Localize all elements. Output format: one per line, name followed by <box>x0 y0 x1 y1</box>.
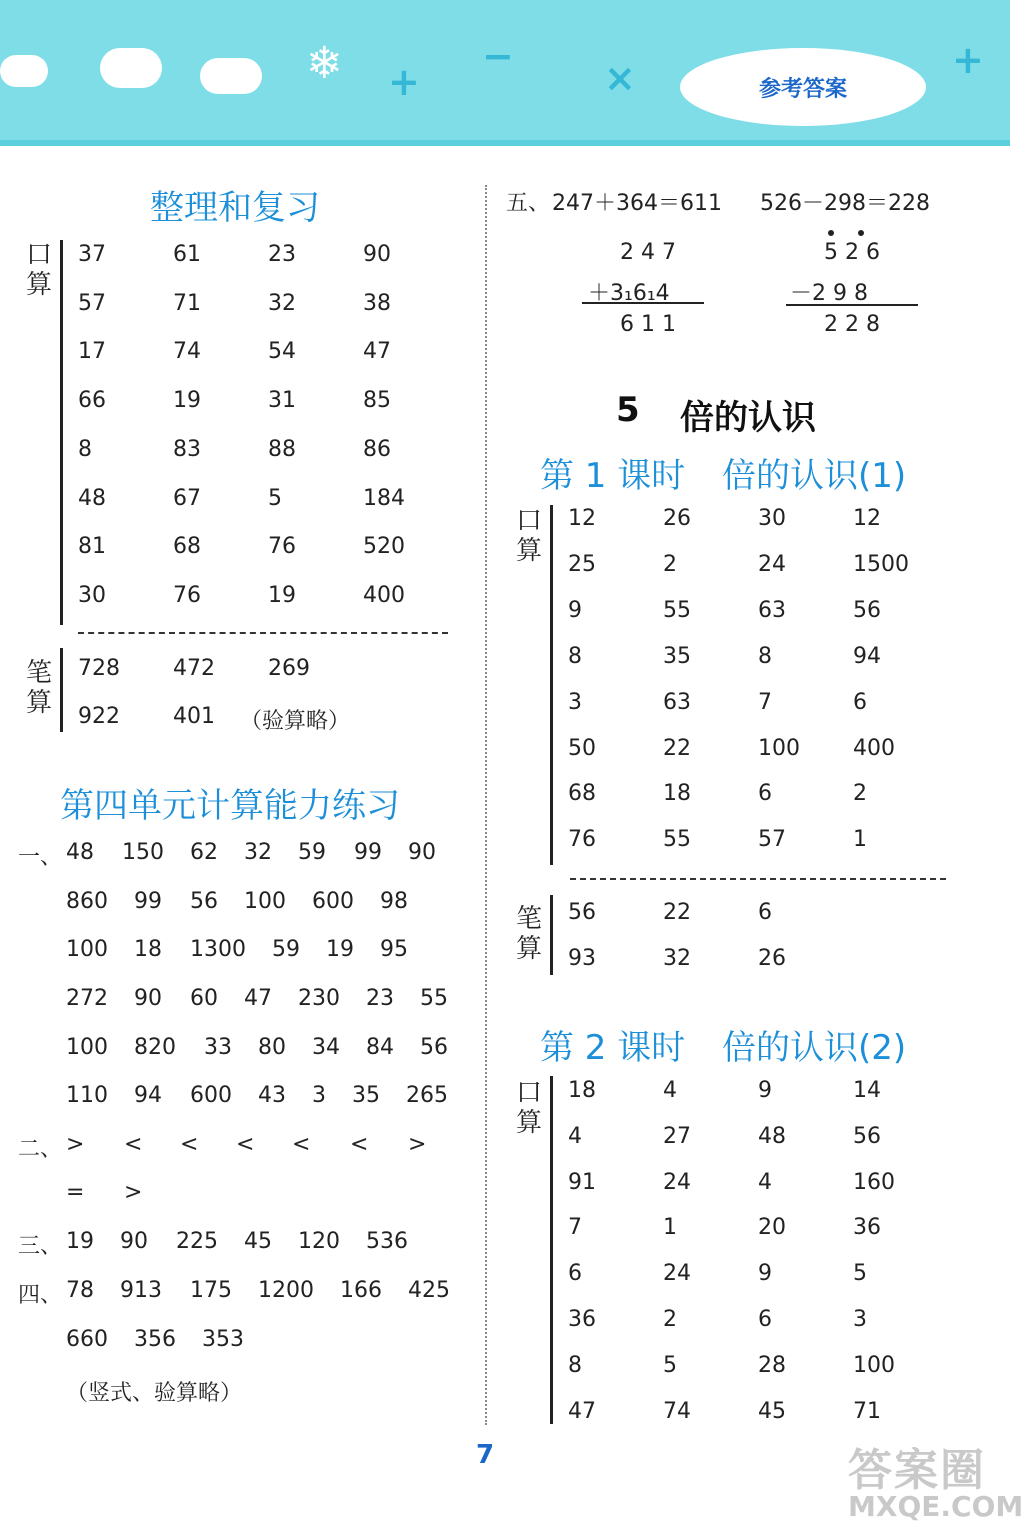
answer-value: 78 <box>66 1278 94 1303</box>
answer-value: 28 <box>758 1352 786 1378</box>
answer-value: 24 <box>663 1261 691 1287</box>
answer-value: 150 <box>122 840 164 865</box>
answer-value: 913 <box>120 1278 162 1303</box>
answer-value: 269 <box>268 656 310 681</box>
answer-value: 99 <box>354 840 382 865</box>
answer-value: 59 <box>298 840 326 865</box>
answer-value: 33 <box>204 1035 232 1060</box>
answer-value: 425 <box>408 1278 450 1303</box>
answer-value: > <box>66 1132 85 1157</box>
bracket-line <box>550 895 553 975</box>
answer-value: 4 <box>758 1169 772 1195</box>
answer-value: 66 <box>78 388 106 414</box>
answer-value: 110 <box>66 1083 108 1108</box>
answer-value: 1200 <box>258 1278 314 1303</box>
answer-value: 400 <box>363 582 405 608</box>
answer-value: 175 <box>190 1278 232 1303</box>
plus-icon: + <box>952 38 984 82</box>
vertical-bottom: 6 1 1 <box>620 312 676 337</box>
answer-value: 71 <box>173 290 201 316</box>
cloud-icon <box>100 48 162 88</box>
answer-value: 9 <box>758 1261 772 1287</box>
answer-value: 1 <box>663 1215 677 1241</box>
answer-value: 8 <box>78 436 92 462</box>
answer-value: 45 <box>244 1229 272 1254</box>
dashed-separator <box>78 632 448 634</box>
answer-value: 63 <box>663 689 691 715</box>
oral-label: 口算 <box>515 1078 542 1138</box>
answer-badge: 参考答案 <box>680 48 926 126</box>
answer-value: = <box>66 1180 85 1205</box>
vertical-mid: －2 9 8 <box>790 281 868 306</box>
vertical-mid: ＋3₁6₁4 <box>588 281 670 306</box>
answer-value: 95 <box>380 937 408 962</box>
answer-value: 536 <box>366 1229 408 1254</box>
note: （竖式、验算略） <box>66 1381 243 1406</box>
answer-value: 62 <box>190 840 218 865</box>
watermark-url: MXQE.COM <box>848 1490 1024 1523</box>
unit-number: 5 <box>616 390 640 430</box>
answer-value: 43 <box>258 1083 286 1108</box>
answer-value: 56 <box>420 1035 448 1060</box>
answer-value: 32 <box>244 840 272 865</box>
answer-value: 1300 <box>190 937 246 962</box>
answer-value: 23 <box>366 986 394 1011</box>
answer-value: 47 <box>568 1398 596 1424</box>
answer-value: 47 <box>363 339 391 365</box>
answer-value: 85 <box>363 388 391 414</box>
answer-value: 100 <box>66 937 108 962</box>
borrow-dot <box>858 230 864 236</box>
answer-value: 272 <box>66 986 108 1011</box>
answer-value: 472 <box>173 656 215 681</box>
answer-value: 76 <box>173 582 201 608</box>
answer-value: 55 <box>663 827 691 853</box>
answer-value: 100 <box>758 735 800 761</box>
answer-value: < <box>350 1132 369 1157</box>
answer-value: 100 <box>66 1035 108 1060</box>
bracket-line <box>550 505 553 865</box>
answer-value: 94 <box>134 1083 162 1108</box>
answer-value: 47 <box>244 986 272 1011</box>
answer-value: 35 <box>663 643 691 669</box>
borrow-dot <box>828 230 834 236</box>
answer-value: 12 <box>568 506 596 531</box>
answer-value: 6 <box>568 1261 582 1287</box>
bracket-line <box>60 240 63 625</box>
answer-value: 9 <box>568 597 582 623</box>
answer-value: 24 <box>663 1169 691 1195</box>
answer-value: 68 <box>173 534 201 560</box>
answer-value: 353 <box>202 1327 244 1352</box>
q5-label: 五、 <box>506 191 551 216</box>
answer-value: 820 <box>134 1035 176 1060</box>
answer-value: 19 <box>326 937 354 962</box>
answer-value: 56 <box>190 889 218 914</box>
answer-value: 3 <box>853 1307 867 1332</box>
answer-value: 90 <box>363 242 391 267</box>
answer-value: 8 <box>568 1352 582 1378</box>
answer-value: 100 <box>853 1352 895 1378</box>
section-title: 第四单元计算能力练习 <box>60 786 400 826</box>
answer-value: 48 <box>78 485 106 511</box>
answer-value: 63 <box>758 597 786 623</box>
answer-value: 27 <box>663 1123 691 1149</box>
answer-value: 57 <box>758 827 786 853</box>
answer-value: 1 <box>853 827 867 853</box>
answer-value: 32 <box>663 946 691 971</box>
section-title: 整理和复习 <box>150 188 320 228</box>
answer-value: 400 <box>853 735 895 761</box>
answer-value: 56 <box>568 900 596 925</box>
answer-value: 32 <box>268 290 296 316</box>
answer-value: 83 <box>173 436 201 462</box>
answer-value: 22 <box>663 735 691 761</box>
answer-value: 166 <box>340 1278 382 1303</box>
minus-icon: − <box>482 34 514 78</box>
answer-value: 860 <box>66 889 108 914</box>
answer-value: 5 <box>268 485 282 511</box>
answer-value: 81 <box>78 534 106 560</box>
answer-value: 184 <box>363 485 405 511</box>
answer-value: 50 <box>568 735 596 761</box>
answer-value: 36 <box>568 1307 596 1332</box>
answer-value: 76 <box>568 827 596 853</box>
answer-value: 93 <box>568 946 596 971</box>
answer-value: 88 <box>268 436 296 462</box>
lesson-number: 第 2 课时 <box>540 1028 686 1068</box>
rain-cloud-icon <box>200 58 262 94</box>
answer-value: 22 <box>663 900 691 925</box>
vertical-top: 5 2 6 <box>824 240 880 265</box>
answer-value: 265 <box>406 1083 448 1108</box>
answer-value: 68 <box>568 781 596 807</box>
answer-value: 90 <box>408 840 436 865</box>
answer-value: 17 <box>78 339 106 365</box>
answer-value: 59 <box>272 937 300 962</box>
answer-value: 3 <box>568 689 582 715</box>
equation: 247＋364＝611 <box>552 191 722 216</box>
answer-value: 35 <box>352 1083 380 1108</box>
times-icon: × <box>604 56 636 100</box>
answer-value: 30 <box>78 582 106 608</box>
lesson-title: 倍的认识(1) <box>722 456 907 496</box>
answer-value: 31 <box>268 388 296 414</box>
answer-value: > <box>408 1132 427 1157</box>
answer-value: 34 <box>312 1035 340 1060</box>
answer-value: 55 <box>663 597 691 623</box>
answer-value: 19 <box>66 1229 94 1254</box>
answer-value: 90 <box>134 986 162 1011</box>
bracket-line <box>60 648 63 732</box>
vertical-line <box>582 302 704 304</box>
answer-value: 48 <box>66 840 94 865</box>
answer-value: 91 <box>568 1169 596 1195</box>
answer-value: 600 <box>190 1083 232 1108</box>
answer-value: 922 <box>78 704 120 729</box>
answer-value: > <box>124 1180 143 1205</box>
answer-value: 5 <box>663 1352 677 1378</box>
answer-value: 26 <box>663 506 691 531</box>
page-number: 7 <box>476 1440 495 1470</box>
answer-value: 84 <box>366 1035 394 1060</box>
answer-value: 99 <box>134 889 162 914</box>
answer-value: 120 <box>298 1229 340 1254</box>
answer-value: 230 <box>298 986 340 1011</box>
answer-value: 23 <box>268 242 296 267</box>
answer-value: 18 <box>568 1078 596 1103</box>
answer-value: 6 <box>758 900 772 925</box>
answer-value: 54 <box>268 339 296 365</box>
written-label: 笔算 <box>25 658 52 718</box>
column-divider <box>485 185 487 1425</box>
answer-value: 6 <box>758 1307 772 1332</box>
answer-value: 728 <box>78 656 120 681</box>
answer-value: 86 <box>363 436 391 462</box>
answer-value: 20 <box>758 1215 786 1241</box>
question-label: 三、 <box>18 1234 63 1259</box>
answer-value: 3 <box>312 1083 326 1108</box>
answer-value: 19 <box>173 388 201 414</box>
answer-value: 2 <box>663 551 677 577</box>
cloud-icon <box>0 55 48 87</box>
answer-value: 18 <box>134 937 162 962</box>
answer-value: 12 <box>853 506 881 531</box>
answer-value: 6 <box>853 689 867 715</box>
answer-value: 660 <box>66 1327 108 1352</box>
answer-value: 225 <box>176 1229 218 1254</box>
vertical-bottom: 2 2 8 <box>824 312 880 337</box>
answer-value: 25 <box>568 551 596 577</box>
oral-label: 口算 <box>515 506 542 566</box>
answer-value: 520 <box>363 534 405 560</box>
answer-value: 74 <box>663 1398 691 1424</box>
written-label: 笔算 <box>515 904 542 964</box>
plus-icon: + <box>388 60 420 104</box>
answer-value: 56 <box>853 1123 881 1149</box>
watermark-logo: 答案圈 <box>848 1445 986 1496</box>
question-label: 四、 <box>18 1283 63 1308</box>
answer-value: 8 <box>568 643 582 669</box>
answer-value: 55 <box>420 986 448 1011</box>
answer-value: 56 <box>853 597 881 623</box>
answer-value: < <box>180 1132 199 1157</box>
answer-value: < <box>292 1132 311 1157</box>
answer-value: 61 <box>173 242 201 267</box>
answer-value: 2 <box>663 1307 677 1332</box>
answer-value: 18 <box>663 781 691 807</box>
answer-value: 6 <box>758 781 772 807</box>
answer-value: 98 <box>380 889 408 914</box>
answer-value: 90 <box>120 1229 148 1254</box>
answer-value: 7 <box>758 689 772 715</box>
answer-value: 401 <box>173 704 215 729</box>
answer-value: 57 <box>78 290 106 316</box>
vertical-top: 2 4 7 <box>620 240 676 265</box>
answer-value: < <box>236 1132 255 1157</box>
bracket-line <box>550 1076 553 1424</box>
answer-value: 26 <box>758 946 786 971</box>
lesson-number: 第 1 课时 <box>540 456 686 496</box>
answer-value: 76 <box>268 534 296 560</box>
answer-value: 60 <box>190 986 218 1011</box>
answer-value: 74 <box>173 339 201 365</box>
answer-value: 94 <box>853 643 881 669</box>
equation: 526－298＝228 <box>760 191 930 216</box>
answer-value: 67 <box>173 485 201 511</box>
answer-value: 100 <box>244 889 286 914</box>
answer-value: 9 <box>758 1078 772 1103</box>
answer-value: 160 <box>853 1169 895 1195</box>
answer-value: < <box>124 1132 143 1157</box>
answer-value: 14 <box>853 1078 881 1103</box>
answer-value: 356 <box>134 1327 176 1352</box>
dashed-separator <box>570 878 946 880</box>
answer-value: 24 <box>758 551 786 577</box>
lesson-title: 倍的认识(2) <box>722 1028 907 1068</box>
answer-value: 71 <box>853 1398 881 1424</box>
answer-value: 4 <box>663 1078 677 1103</box>
answer-value: 45 <box>758 1398 786 1424</box>
snowflake-icon: ❄ <box>306 38 343 89</box>
answer-value: 2 <box>853 781 867 807</box>
answer-value: 48 <box>758 1123 786 1149</box>
answer-value: 19 <box>268 582 296 608</box>
answer-value: 1500 <box>853 551 909 577</box>
answer-value: 37 <box>78 242 106 267</box>
answer-value: 38 <box>363 290 391 316</box>
answer-value: 80 <box>258 1035 286 1060</box>
unit-title: 倍的认识 <box>680 398 816 438</box>
question-label: 一、 <box>18 845 63 870</box>
question-label: 二、 <box>18 1137 63 1162</box>
answer-value: 4 <box>568 1123 582 1149</box>
answer-value: 30 <box>758 506 786 531</box>
answer-value: 8 <box>758 643 772 669</box>
answer-value: 5 <box>853 1261 867 1287</box>
answer-value: 36 <box>853 1215 881 1241</box>
vertical-line <box>786 304 918 306</box>
oral-label: 口算 <box>25 240 52 300</box>
answer-value: 7 <box>568 1215 582 1241</box>
answer-value: （验算略） <box>240 709 351 734</box>
answer-value: 600 <box>312 889 354 914</box>
